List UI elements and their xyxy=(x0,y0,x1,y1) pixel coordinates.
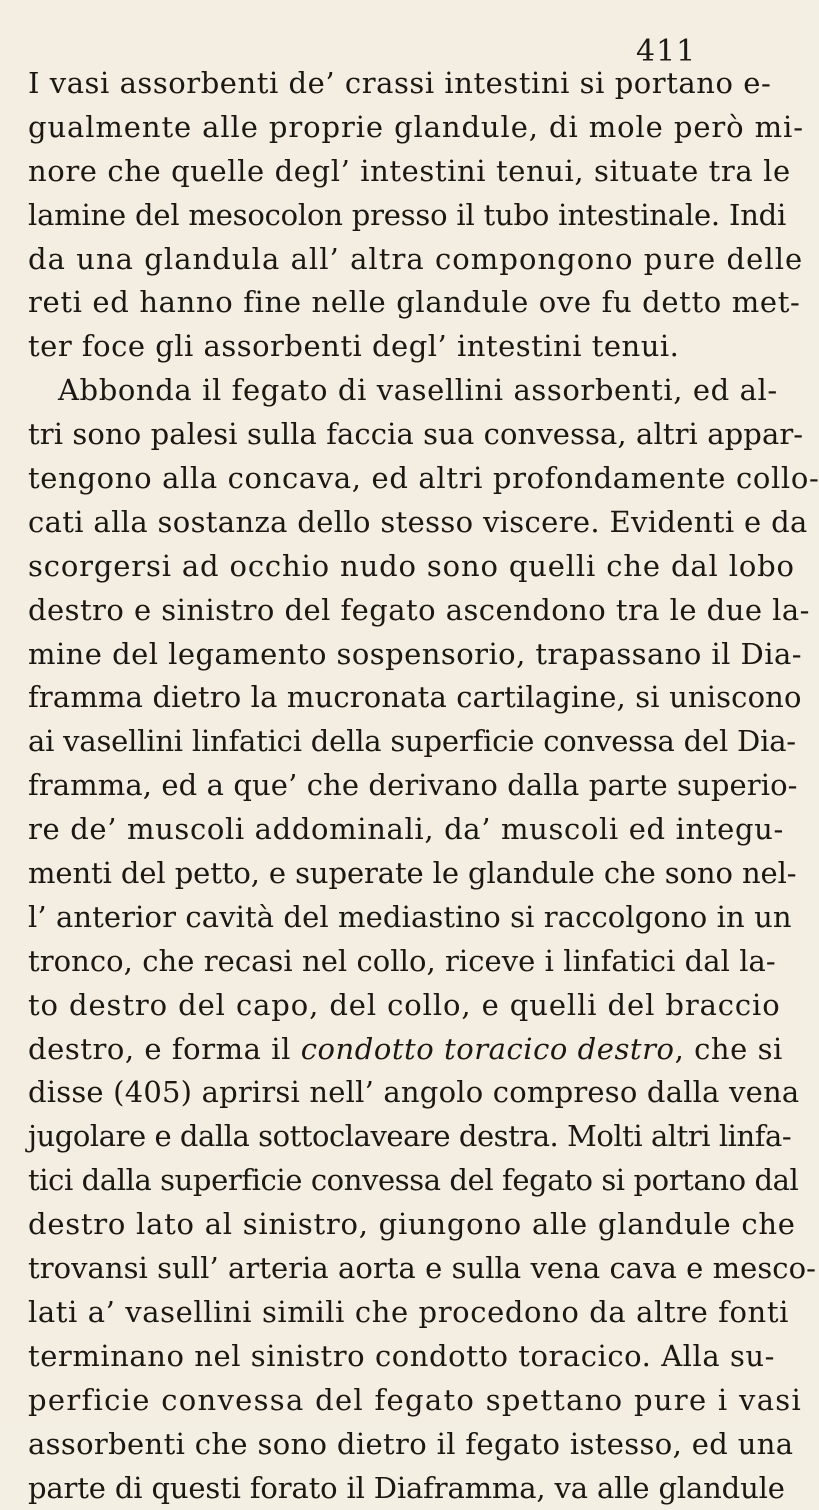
body-text xyxy=(28,62,800,1510)
text-line: cati alla sostanza dello stesso viscere. Evidenti e da xyxy=(28,501,800,545)
text-line: re de’ muscoli addominali, da’ muscoli ed integu- xyxy=(28,808,800,852)
text-line: tri sono palesi sulla faccia sua convessa, altri appar- xyxy=(28,413,800,457)
text-line: lamine del mesocolon presso il tubo intestinale. Indi xyxy=(28,194,800,238)
text-line: gualmente alle proprie glandule, di mole però mi- xyxy=(28,106,800,150)
text-line: I vasi assorbenti de’ crassi intestini si portano e- xyxy=(28,62,800,106)
text-segment: destro, e forma il xyxy=(28,1032,301,1066)
italic-term: condotto toracico destro xyxy=(301,1032,675,1066)
text-line: trovansi sull’ arteria aorta e sulla vena cava e mesco- xyxy=(28,1247,800,1291)
text-line: to destro del capo, del collo, e quelli del braccio xyxy=(28,984,800,1028)
text-line: ter foce gli assorbenti degl’ intestini tenui. xyxy=(28,325,800,369)
text-line: scorgersi ad occhio nudo sono quelli che dal lobo xyxy=(28,545,800,589)
text-line: tengono alla concava, ed altri profondamente collo- xyxy=(28,457,800,501)
text-line: mine del legamento sospensorio, trapassano il Dia- xyxy=(28,633,800,677)
text-line: nore che quelle degl’ intestini tenui, situate tra le xyxy=(28,150,800,194)
text-line: menti del petto, e superate le glandule che sono nel- xyxy=(28,852,800,896)
text-line: tronco, che recasi nel collo, riceve i linfatici dal la- xyxy=(28,940,800,984)
text-line: destro e sinistro del fegato ascendono tra le due la- xyxy=(28,589,800,633)
text-line: framma dietro la mucronata cartilagine, si uniscono xyxy=(28,676,800,720)
text-segment: , che si xyxy=(675,1032,783,1066)
text-line: Abbonda il fegato di vasellini assorbenti, ed al- xyxy=(28,369,800,413)
text-line: ai vasellini linfatici della superficie convessa del Dia- xyxy=(28,720,800,764)
text-line: framma, ed a que’ che derivano dalla parte superio- xyxy=(28,764,800,808)
text-line: l’ anterior cavità del mediastino si raccolgono in un xyxy=(28,896,800,940)
text-line: perficie convessa del fegato spettano pure i vasi xyxy=(28,1379,800,1423)
text-line: parte di questi forato il Diaframma, va alle glandule xyxy=(28,1467,800,1510)
text-line xyxy=(28,1028,800,1072)
text-line: disse (405) aprirsi nell’ angolo compreso dalla vena xyxy=(28,1071,800,1115)
text-line: tici dalla superficie convessa del fegato si portano dal xyxy=(28,1159,800,1203)
text-line: reti ed hanno fine nelle glandule ove fu detto met- xyxy=(28,281,800,325)
text-line: jugolare e dalla sottoclaveare destra. Molti altri linfa- xyxy=(28,1115,800,1159)
text-line: lati a’ vasellini simili che procedono da altre fonti xyxy=(28,1291,800,1335)
text-line: assorbenti che sono dietro il fegato istesso, ed una xyxy=(28,1423,800,1467)
text-line: destro lato al sinistro, giungono alle glandule che xyxy=(28,1203,800,1247)
text-line: da una glandula all’ altra compongono pure delle xyxy=(28,238,800,282)
text-line: terminano nel sinistro condotto toracico. Alla su- xyxy=(28,1335,800,1379)
page-number: 411 xyxy=(636,34,696,69)
